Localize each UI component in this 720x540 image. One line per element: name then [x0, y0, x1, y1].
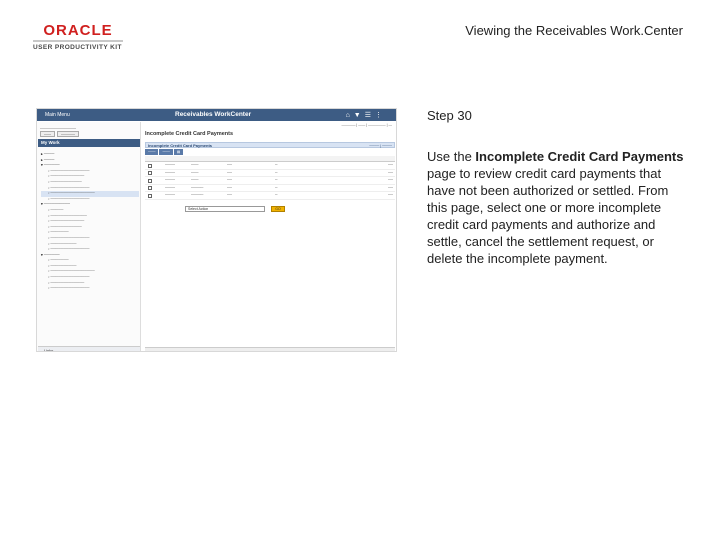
step-label: Step 30	[427, 108, 472, 123]
left-pane-header: —————————	[40, 125, 76, 130]
grid-tabs	[145, 149, 395, 155]
tree-item: ▫ ──────────	[48, 241, 77, 246]
workcenter-screenshot	[36, 108, 397, 352]
tree-section: ▾ ──────	[41, 163, 60, 168]
table-row: ──── ─── ── ─ ──	[145, 162, 395, 170]
grid-header	[145, 142, 395, 148]
tree-item: ▫ ───────────────	[48, 168, 90, 173]
table-row: ──── ───── ── ─ ──	[145, 192, 395, 200]
workcenter-left-pane	[37, 122, 141, 352]
upk-wordmark: USER PRODUCTIVITY KIT	[33, 44, 122, 51]
tree-section: ▸ ────	[41, 152, 55, 156]
left-tab-2: ————	[57, 131, 79, 137]
grid-controls: ──── | ────	[369, 144, 392, 148]
tree-item: ▫ ─────	[48, 207, 64, 212]
tree-item: ▫ ────────────	[48, 179, 82, 184]
tree-item: ▫ ───────────────	[48, 235, 90, 240]
tree-item: ▫ ───────────────	[48, 286, 90, 291]
tree-item: ▫ ───────────────	[48, 185, 90, 190]
grid-tab-2: ───	[159, 149, 172, 155]
tree-section: ▾ ──────	[41, 252, 60, 257]
incomplete-payments-title: Incomplete Credit Card Payments	[145, 131, 234, 137]
grid-title: Incomplete Credit Card Payments	[148, 143, 213, 148]
tree-item: ▫ ────────────	[48, 224, 82, 229]
table-row: ──── ─── ── ─ ──	[145, 177, 395, 185]
table-row: ──── ─── ── ─ ──	[145, 170, 395, 178]
topbar-icons: ⌂▼☰⋮	[345, 112, 386, 119]
desc-page-name: Incomplete Credit Card Payments	[475, 149, 684, 164]
desc-prefix: Use the	[427, 149, 476, 164]
tree-item: ▫ ─────────────	[48, 174, 85, 179]
workcenter-title: Receivables WorkCenter	[175, 111, 252, 118]
left-tab-1: ——	[40, 131, 55, 137]
tree-item: ▫ ──────────────	[48, 213, 87, 218]
links-section: Links	[38, 346, 140, 352]
personalize-links: ———— | —— | ————— | —	[341, 123, 392, 127]
logo-divider	[33, 40, 123, 42]
tree-item: ▫ ─────────────	[48, 219, 85, 224]
my-work-header: My Work	[38, 139, 140, 147]
action-select: Select Action	[185, 206, 265, 212]
grid-tab-1: ───	[145, 149, 158, 155]
oracle-upk-logo	[33, 22, 123, 51]
desc-suffix: page to review credit card payments that have not been authorized or settled. From this page, select one or more incomplete credit card payments and authorize and settle, cancel the settlement request, or delete the incomplete payment.	[427, 166, 669, 266]
grid-tab-3: ▤	[174, 149, 183, 155]
tree-item: ▫ ───────────────	[48, 196, 90, 201]
tree-item: ▫ ─────────────────	[48, 269, 95, 274]
tree-section: ▾ ──────────	[41, 202, 71, 207]
page-title: Viewing the Receivables Work.Center	[465, 23, 683, 38]
tree-item: ▫ ───────────────	[48, 247, 90, 252]
tree-item: ▫ ───────	[48, 230, 69, 235]
tree-item-selected: ▫ ─────────────────	[41, 191, 139, 197]
horizontal-scrollbar	[145, 347, 395, 351]
main-menu-label: Main Menu	[45, 112, 70, 118]
tree-section: ▸ ────	[41, 157, 55, 162]
tree-item: ▫ ─────────────	[48, 280, 85, 285]
table-row: ──── ───── ── ─ ──	[145, 185, 395, 193]
tree-item: ▫ ──────────	[48, 263, 77, 268]
tree-item: ▫ ───────────────	[48, 275, 90, 280]
oracle-wordmark: ORACLE	[43, 22, 113, 39]
my-work-tree	[41, 152, 139, 292]
workcenter-main-pane	[145, 128, 395, 214]
grid-actions	[145, 204, 395, 214]
workcenter-topbar	[37, 109, 396, 121]
step-description	[427, 148, 687, 267]
left-pane-tabs	[40, 131, 79, 137]
tree-item: ▫ ───────	[48, 258, 69, 263]
go-button: GO	[271, 206, 285, 212]
